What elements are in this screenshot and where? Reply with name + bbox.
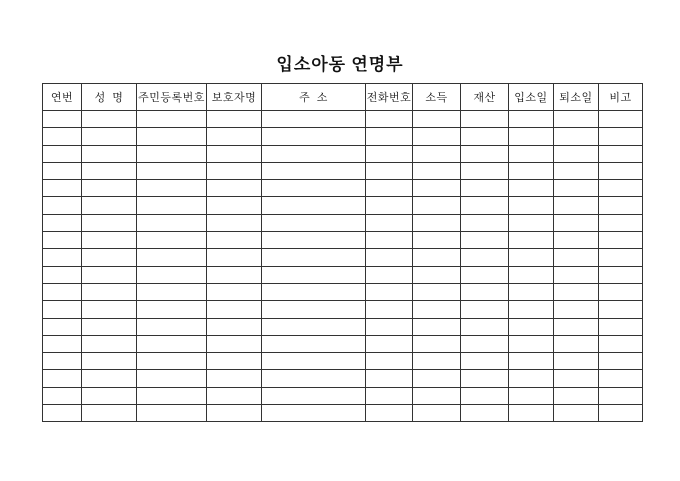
table-cell [461,128,509,145]
table-cell [554,145,599,162]
table-cell [366,197,413,214]
table-cell [207,162,262,179]
table-cell [43,128,82,145]
table-row [43,162,643,179]
table-cell [413,162,461,179]
table-cell [599,249,643,266]
table-cell [509,249,554,266]
table-row [43,405,643,422]
column-header: 재산 [461,84,509,111]
table-cell [413,353,461,370]
table-cell [509,301,554,318]
table-cell [599,180,643,197]
table-cell [43,335,82,352]
table-cell [207,145,262,162]
table-cell [137,162,207,179]
table-cell [509,405,554,422]
column-header: 비고 [599,84,643,111]
table-cell [461,180,509,197]
table-cell [554,249,599,266]
table-cell [207,180,262,197]
table-cell [207,214,262,231]
table-cell [366,111,413,128]
table-cell [599,214,643,231]
column-header: 주 소 [262,84,366,111]
table-cell [262,353,366,370]
table-cell [461,283,509,300]
table-cell [366,405,413,422]
table-cell [137,266,207,283]
table-cell [262,249,366,266]
table-cell [366,370,413,387]
table-cell [82,266,137,283]
table-cell [43,370,82,387]
table-cell [413,335,461,352]
table-row [43,249,643,266]
table-cell [413,405,461,422]
table-cell [599,301,643,318]
table-cell [599,111,643,128]
table-cell [366,353,413,370]
table-cell [461,353,509,370]
table-cell [82,318,137,335]
table-cell [509,214,554,231]
table-cell [207,111,262,128]
table-cell [262,387,366,404]
table-cell [43,111,82,128]
table-cell [554,266,599,283]
table-cell [366,301,413,318]
table-cell [461,370,509,387]
table-cell [43,162,82,179]
table-row [43,180,643,197]
table-cell [137,111,207,128]
table-row [43,301,643,318]
table-cell [509,370,554,387]
table-cell [262,335,366,352]
table-cell [366,232,413,249]
table-cell [207,335,262,352]
table-cell [554,283,599,300]
table-cell [509,162,554,179]
table-row [43,197,643,214]
table-row [43,145,643,162]
table-cell [137,180,207,197]
table-cell [599,318,643,335]
table-cell [413,266,461,283]
table-cell [366,162,413,179]
table-cell [43,214,82,231]
table-cell [461,405,509,422]
table-cell [461,266,509,283]
table-cell [599,266,643,283]
table-cell [262,162,366,179]
table-cell [554,197,599,214]
table-cell [207,128,262,145]
table-cell [366,128,413,145]
table-cell [262,180,366,197]
table-cell [554,387,599,404]
table-cell [43,405,82,422]
table-cell [554,214,599,231]
table-cell [509,232,554,249]
table-cell [82,353,137,370]
table-cell [554,162,599,179]
table-cell [137,353,207,370]
table-cell [366,283,413,300]
table-cell [413,387,461,404]
table-cell [366,387,413,404]
table-row [43,232,643,249]
table-cell [413,214,461,231]
table-cell [599,162,643,179]
table-cell [43,197,82,214]
table-cell [413,197,461,214]
table-cell [554,353,599,370]
table-row [43,318,643,335]
table-cell [82,232,137,249]
column-header: 입소일 [509,84,554,111]
table-cell [262,370,366,387]
table-cell [554,370,599,387]
table-cell [262,405,366,422]
table-row [43,214,643,231]
table-cell [509,145,554,162]
table-cell [43,145,82,162]
table-cell [461,214,509,231]
table-cell [82,387,137,404]
table-cell [137,214,207,231]
column-header: 소득 [413,84,461,111]
table-cell [366,266,413,283]
table-cell [137,370,207,387]
table-cell [82,128,137,145]
table-cell [554,301,599,318]
table-cell [366,145,413,162]
table-cell [43,318,82,335]
table-cell [509,197,554,214]
table-cell [554,232,599,249]
table-cell [461,318,509,335]
table-cell [599,197,643,214]
table-cell [137,301,207,318]
table-cell [366,318,413,335]
table-cell [509,111,554,128]
table-cell [43,232,82,249]
table-cell [554,405,599,422]
table-cell [207,370,262,387]
table-cell [461,249,509,266]
table-cell [413,283,461,300]
roster-table [42,83,643,422]
table-cell [82,180,137,197]
table-row [43,283,643,300]
table-cell [599,405,643,422]
table-row [43,128,643,145]
table-cell [554,318,599,335]
table-cell [509,318,554,335]
table-cell [262,111,366,128]
table-cell [413,232,461,249]
table-cell [509,180,554,197]
table-cell [554,180,599,197]
table-cell [82,197,137,214]
table-cell [262,128,366,145]
table-cell [554,335,599,352]
page-title: 입소아동 연명부 [276,55,404,74]
table-cell [461,232,509,249]
column-header: 연번 [43,84,82,111]
table-cell [413,111,461,128]
table-cell [262,145,366,162]
table-row [43,335,643,352]
table-cell [137,283,207,300]
table-cell [82,335,137,352]
table-cell [137,128,207,145]
table-cell [509,353,554,370]
table-row [43,111,643,128]
table-cell [366,214,413,231]
table-cell [43,249,82,266]
table-cell [262,283,366,300]
table-cell [554,111,599,128]
table-cell [599,283,643,300]
column-header: 전화번호 [366,84,413,111]
table-cell [509,266,554,283]
column-header: 성 명 [82,84,137,111]
table-cell [137,145,207,162]
table-cell [262,214,366,231]
table-cell [82,111,137,128]
table-cell [554,128,599,145]
table-cell [137,387,207,404]
table-cell [137,197,207,214]
table-cell [137,232,207,249]
table-cell [207,387,262,404]
table-cell [82,162,137,179]
table-cell [461,335,509,352]
table-cell [413,249,461,266]
table-cell [82,301,137,318]
table-cell [262,301,366,318]
table-cell [509,387,554,404]
table-cell [366,249,413,266]
table-cell [599,353,643,370]
table-cell [413,318,461,335]
table-cell [207,232,262,249]
table-cell [262,197,366,214]
table-cell [509,283,554,300]
table-cell [207,301,262,318]
table-cell [43,283,82,300]
table-cell [82,214,137,231]
table-row [43,353,643,370]
table-cell [599,335,643,352]
table-cell [413,128,461,145]
table-cell [43,266,82,283]
table-cell [207,197,262,214]
table-cell [43,387,82,404]
table-cell [262,232,366,249]
table-cell [207,318,262,335]
column-header: 보호자명 [207,84,262,111]
table-cell [137,405,207,422]
table-cell [413,370,461,387]
table-cell [207,353,262,370]
table-cell [82,249,137,266]
table-cell [413,145,461,162]
table-cell [82,283,137,300]
table-cell [599,370,643,387]
table-cell [599,387,643,404]
table-cell [461,145,509,162]
table-cell [137,318,207,335]
table-cell [599,128,643,145]
table-row [43,387,643,404]
table-cell [599,232,643,249]
table-cell [137,249,207,266]
table-cell [509,128,554,145]
table-cell [413,180,461,197]
table-row [43,370,643,387]
header-row [43,84,643,111]
table-cell [43,301,82,318]
table-cell [461,197,509,214]
table-cell [461,301,509,318]
table-cell [207,283,262,300]
table-cell [461,111,509,128]
table-cell [82,370,137,387]
table-row [43,266,643,283]
table-cell [207,405,262,422]
table-cell [43,180,82,197]
table-cell [82,405,137,422]
table-cell [366,180,413,197]
table-cell [262,266,366,283]
table-cell [461,387,509,404]
column-header: 주민등록번호 [137,84,207,111]
table-cell [366,335,413,352]
table-cell [599,145,643,162]
table-cell [207,249,262,266]
table-cell [461,162,509,179]
table-cell [207,266,262,283]
table-cell [413,301,461,318]
table-cell [262,318,366,335]
table-cell [82,145,137,162]
column-header: 퇴소일 [554,84,599,111]
table-cell [509,335,554,352]
table-cell [137,335,207,352]
table-cell [43,353,82,370]
